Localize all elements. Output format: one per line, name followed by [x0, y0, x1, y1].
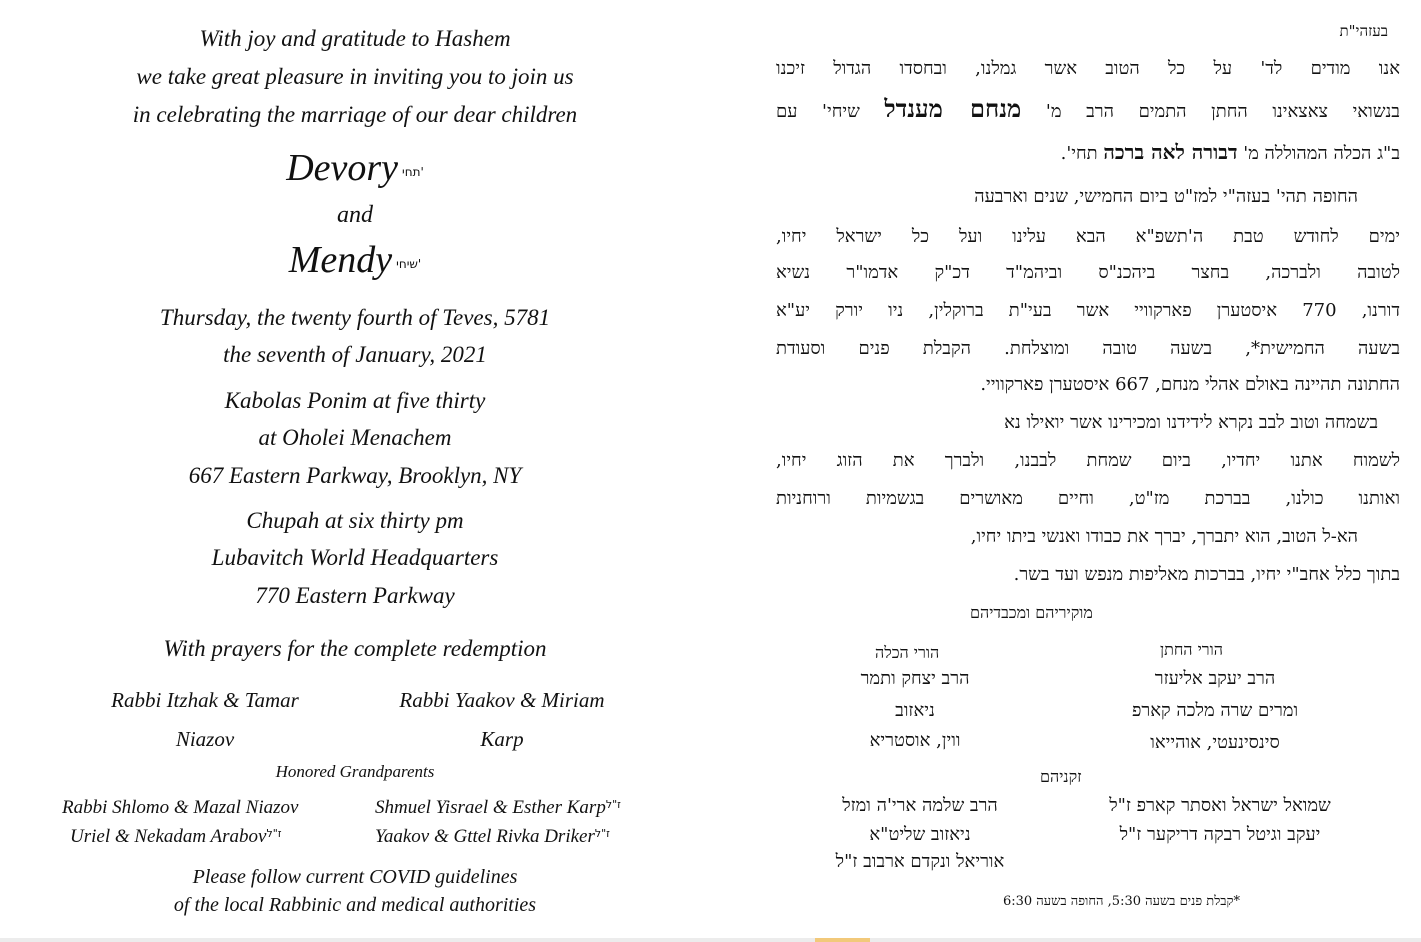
groom-parents-line-2-heb: ומרים שרה מלכה קארפ — [1131, 700, 1299, 721]
bride-parents-line-3-heb: ווין, אוסטריא — [869, 730, 961, 751]
english-invitation — [0, 0, 710, 942]
heb-p1-line-1: אנו מודים לד' על כל הטוב אשר גמלנו, ובחסדו הגדול זיכנו — [776, 58, 1400, 79]
bride-parents-line-1-heb: הרב יצחק ותמר — [860, 668, 970, 689]
kabolas-line-2: at Oholei Menachem — [258, 425, 452, 450]
grandparents-left-2-heb: ניאזוב שליט"א — [869, 824, 971, 845]
groom-name-row — [0, 238, 710, 282]
zl-suffix: ז"ל — [266, 827, 282, 840]
heb-p1-line-3-post: תחי'. — [1060, 143, 1098, 164]
and-connector: and — [337, 202, 373, 228]
bride-parents-line-2: Niazov — [175, 727, 235, 751]
time-footnote: *קבלת פנים בשעה 5:30, החופה בשעה 6:30 — [1002, 894, 1240, 909]
covid-line-2: of the local Rabbinic and medical authorities — [173, 894, 537, 916]
heb-p3-line-3: ואותנו כולנו, בברכת מז"ט, וחיים מאושרים בגשמיות ורוחניות — [776, 488, 1400, 509]
grandparents-heading: Honored Grandparents — [275, 762, 435, 781]
groom-hebrew-name: מנחם מענדל — [884, 94, 1022, 123]
heb-p2-line-6: החתונה תהיינה באולם אהלי מנחם, 667 איסטערן פארקוויי. — [980, 374, 1400, 395]
grandparents-heading-heb: זקניהם — [1040, 767, 1082, 786]
heb-p2-line-4: דורנו, 770 איסטערן פארקוויי אשר בעי"ת ברוקלין, ניו יורק יע"א — [776, 300, 1400, 321]
groom-honorific: שיחי' — [396, 257, 422, 271]
zl-suffix: ז"ל — [605, 798, 621, 811]
grandparent-name: Yaakov & Gttel Rivka Driker — [375, 826, 595, 847]
bride-parents-line-1: Rabbi Itzhak & Tamar — [111, 688, 299, 712]
heb-p2-line-5: בשעה החמישית*, בשעה טובה ומוצלחת. הקבלת פנים וסעודת — [776, 338, 1400, 359]
groom-parents-line-2: Karp — [480, 727, 524, 751]
date-line-1: Thursday, the twenty fourth of Teves, 5781 — [159, 305, 551, 330]
grandparents-right-1-heb: שמואל ישראל ואסתר קארפ ז"ל — [1109, 795, 1331, 816]
grandparents-left-3-heb: אוריאל ונקדם ארבוב ז"ל — [835, 851, 1005, 872]
bride-honorific: תחי' — [402, 165, 424, 179]
groom-parents-line-1-heb: הרב יעקב אליעזר — [1154, 668, 1276, 689]
groom-parents-line-1: Rabbi Yaakov & Miriam — [399, 688, 605, 712]
bride-parents-heading: הורי הכלה — [875, 643, 940, 662]
chupah-line-2: Lubavitch World Headquarters — [211, 545, 499, 570]
prayer-line: With prayers for the complete redemption — [163, 636, 547, 661]
intro-line-3: in celebrating the marriage of our dear children — [132, 102, 578, 127]
groom-parents-line-3-heb: סינסינעטי, אוהייאו — [1150, 732, 1280, 753]
date-line-2: the seventh of January, 2021 — [223, 342, 487, 367]
heb-p3-line-1: בשמחה וטוב לבב נקרא לידידנו ומכירינו אשר יואילו נא — [1004, 412, 1378, 433]
covid-line-1: Please follow current COVID guidelines — [192, 866, 518, 888]
heb-p1-line-2 — [776, 94, 1400, 124]
heb-p1-line-2-post: שיחי' עם — [776, 101, 860, 122]
grandparents-left-1-heb: הרב שלמה ארי'ה ומזל — [842, 795, 998, 816]
grandparent-name: Shmuel Yisrael & Esther Karp — [375, 797, 606, 818]
heb-p1-line-3-pre: ב"ג הכלה המהוללה מ' — [1243, 143, 1400, 164]
grandparents-left-1 — [62, 797, 298, 819]
heb-p4-line-2: בתוך כלל אחב"י יחיו, בברכות מאליפות מנפש ועד בשר. — [1013, 564, 1400, 585]
grandparent-name: Uriel & Nekadam Arabov — [70, 826, 267, 847]
kabolas-line-3: 667 Eastern Parkway, Brooklyn, NY — [188, 463, 522, 488]
bezras-hashem-header: בעזהי"ת — [1339, 22, 1388, 40]
bride-hebrew-name: דבורה לאה ברכה — [1103, 140, 1238, 164]
grandparents-right-2-heb: יעקב וגיטל רבקה דריקער ז"ל — [1119, 824, 1321, 845]
grandparents-right-2 — [375, 826, 610, 848]
hebrew-invitation — [750, 0, 1400, 942]
bride-name-row — [0, 146, 710, 190]
heb-p3-line-2: לשמוח אתנו יחדיו, ביום שמחת לבבנו, ולברך את הזוג יחיו, — [776, 450, 1400, 471]
heb-p1-line-3 — [1061, 140, 1400, 165]
groom-parents-heading: הורי החתן — [1160, 640, 1223, 659]
heb-p2-line-1: החופה תהי' בעזה"י למז"ט ביום החמישי, שנים וארבעה — [974, 186, 1358, 207]
grandparents-left-2 — [70, 826, 282, 848]
bride-parents-line-2-heb: ניאזוב — [895, 700, 935, 721]
intro-line-2: we take great pleasure in inviting you to join us — [136, 64, 574, 89]
intro-line-1: With joy and gratitude to Hashem — [199, 26, 511, 51]
groom-name: Mendy — [288, 239, 393, 281]
page-bottom-marker — [815, 938, 870, 942]
heb-p4-line-1: הא-ל הטוב, הוא יתברך, יברך את כבודו ואנשי ביתו יחיו, — [970, 526, 1358, 547]
bride-name: Devory — [286, 147, 399, 189]
chupah-line-1: Chupah at six thirty pm — [246, 508, 464, 533]
page-bottom-divider — [0, 938, 1421, 942]
signers-heading: מוקיריהם ומכבדיהם — [970, 603, 1093, 622]
heb-p2-line-3: לטובה ולברכה, בחצר ביהכנ"ס וביהמ"ד דכ"ק אדמו"ר נשיא — [776, 262, 1400, 283]
chupah-line-3: 770 Eastern Parkway — [255, 583, 455, 608]
heb-p2-line-2: ימים לחודש טבת ה'תשפ"א הבא עלינו ועל כל ישראל יחיו, — [776, 226, 1400, 247]
grandparents-right-1 — [375, 797, 621, 819]
zl-suffix: ז"ל — [594, 827, 610, 840]
kabolas-line-1: Kabolas Ponim at five thirty — [224, 388, 486, 413]
heb-p1-line-2-pre: בנשואי צאצאינו החתן התמים הרב מ' — [1045, 101, 1400, 122]
grandparent-name: Rabbi Shlomo & Mazal Niazov — [62, 797, 299, 818]
